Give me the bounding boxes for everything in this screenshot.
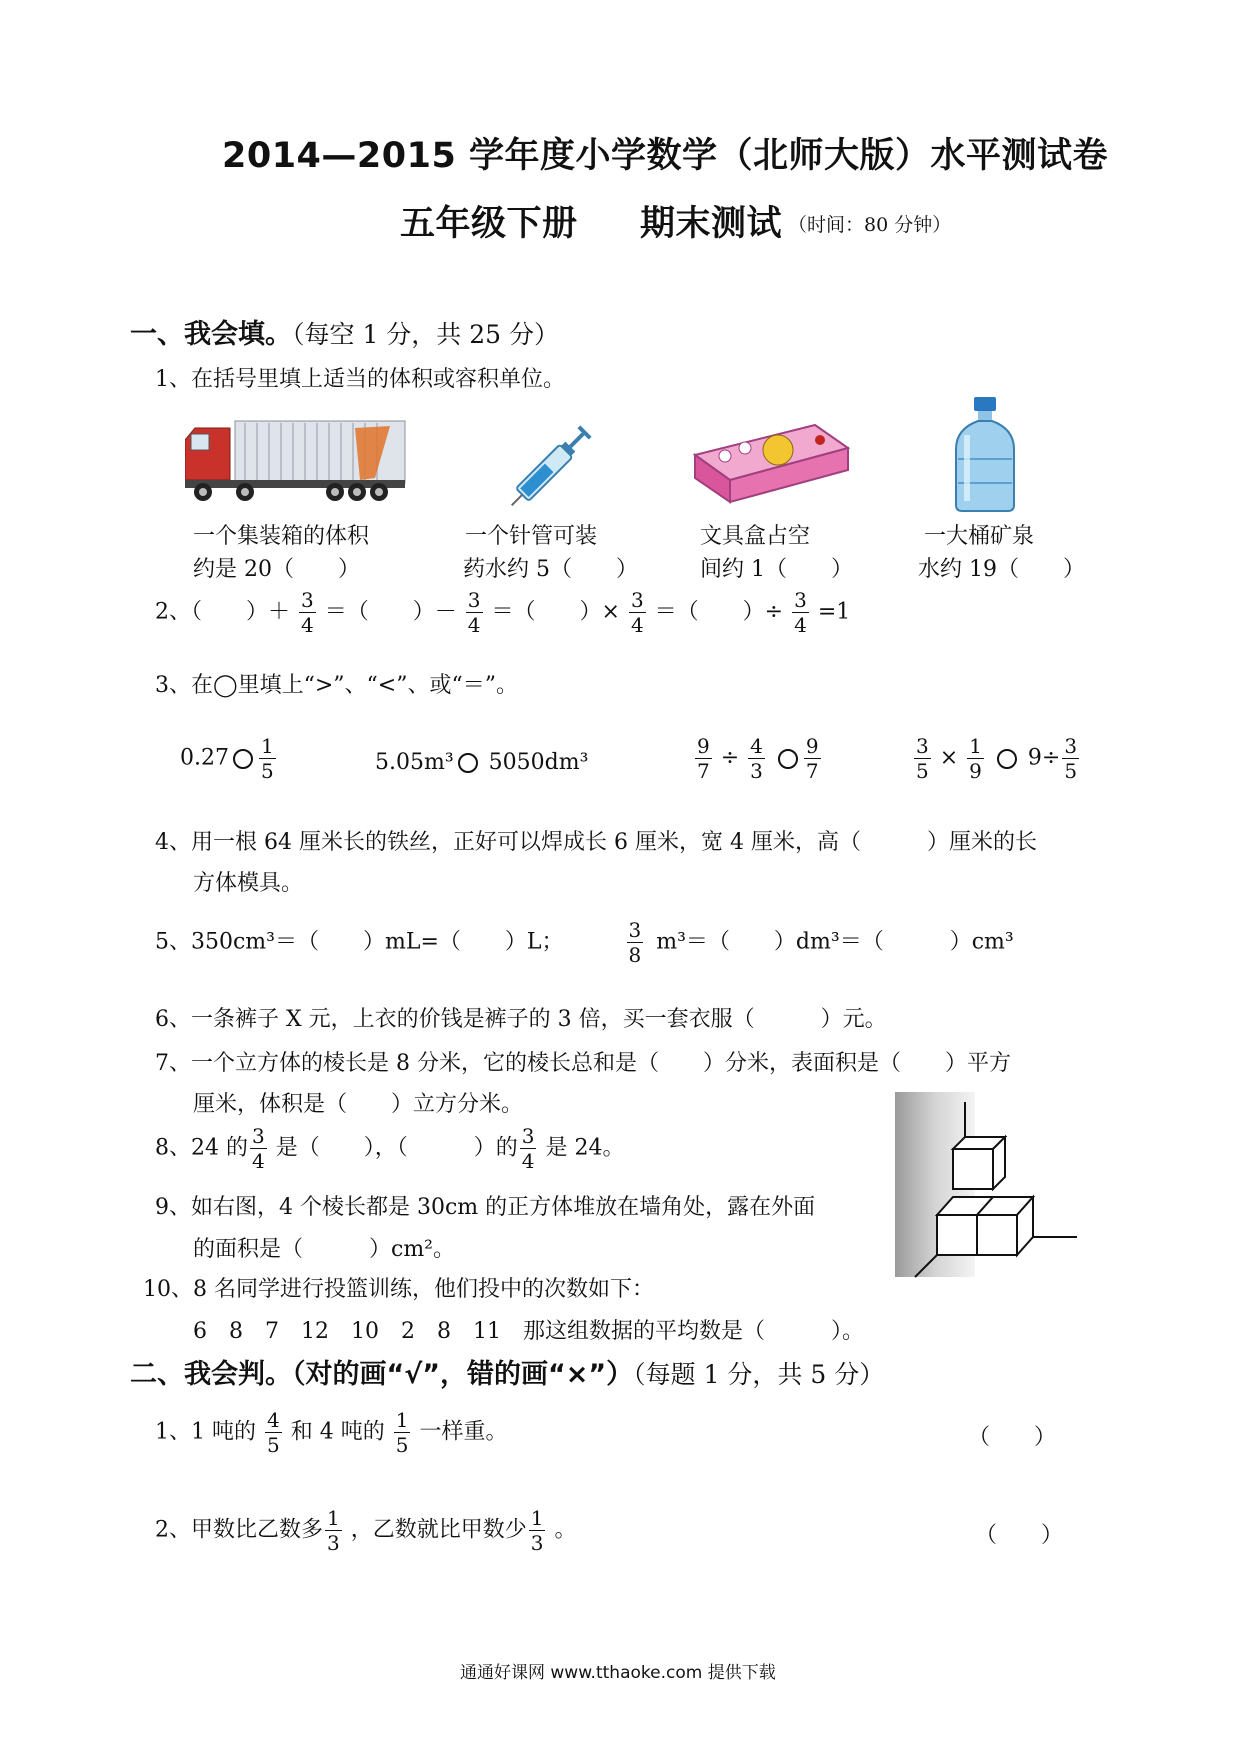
pencil-case-icon: [690, 420, 852, 506]
question-1-4-line-2: 方体模具。: [193, 871, 304, 896]
question-1-3: 3、在◯里填上“>”、“<”、或“＝”。: [155, 673, 518, 698]
footer-source: 通通好课网 www.tthaoke.com 提供下载: [460, 1663, 776, 1683]
question-1-4-line-1: 4、用一根 64 厘米长的铁丝，正好可以焊成长 6 厘米，宽 4 厘米，高（ ）厘米的长: [155, 830, 1037, 855]
q3-compare-d: $\frac{3}{5}$ × $\frac{1}{9}$ 9÷ $\frac{3}{5}$: [916, 734, 1078, 783]
question-1-7-line-2: 厘米，体积是（ ）立方分米。: [193, 1092, 524, 1117]
q3-compare-c: $\frac{9}{7}$ ÷ $\frac{4}{3}$ $\frac{9}{7}$: [697, 734, 819, 783]
container-truck-icon: [185, 418, 407, 506]
question-1-8: 8、24 的 $\frac{3}{4}$ 是（ ），（ ）的 $\frac{3}{4}$ 是 24。: [155, 1124, 625, 1173]
q1-caption-syringe: 一个针管可装 药水约 5（ ）: [463, 524, 638, 582]
question-1-6: 6、一条裤子 X 元，上衣的价钱是裤子的 3 倍，买一套衣服（ ）元。: [155, 1007, 887, 1032]
q1-caption-water-jug: 一大桶矿泉 水约 19（ ）: [918, 524, 1085, 582]
syringe-icon: [505, 418, 600, 513]
judge-bracket-2[interactable]: （ ）: [975, 1523, 1064, 1548]
section-2-heading: 二、我会判。（对的画“√”，错的画“×”）（每题 1 分，共 5 分）: [130, 1359, 885, 1390]
question-2-2: 2、甲数比乙数多 $\frac{1}{3}$ ，乙数就比甲数少 $\frac{1}{3}$ 。: [155, 1506, 577, 1555]
q3-compare-a: 0.27 $\frac{1}{5}$: [180, 734, 274, 783]
judge-bracket-1[interactable]: （ ）: [968, 1425, 1057, 1450]
question-2-1: 1、1 吨的 $\frac{4}{5}$ 和 4 吨的 $\frac{1}{5}$ 一样重。: [155, 1408, 508, 1457]
question-1-7-line-1: 7、一个立方体的棱长是 8 分米，它的棱长总和是（ ）分米，表面积是（ ）平方: [155, 1051, 1011, 1076]
question-1-9-line-2: 的面积是（ ）cm²。: [193, 1237, 456, 1262]
water-jug-icon: [950, 395, 1020, 513]
q3-compare-b: 5.05m³ 5050dm³: [375, 750, 589, 775]
grade-label: 五年级下册: [400, 204, 578, 244]
exam-label: 期末测试: [640, 204, 783, 244]
stacked-cubes-figure: [895, 1092, 1083, 1282]
compare-circle[interactable]: [778, 749, 798, 769]
q1-caption-container: 一个集装箱的体积 约是 20（ ）: [193, 524, 370, 582]
compare-circle[interactable]: [458, 753, 478, 773]
compare-circle[interactable]: [997, 749, 1017, 769]
exam-title: 2014—2015 学年度小学数学（北师大版）水平测试卷: [222, 136, 1109, 176]
question-1-1: 1、在括号里填上适当的体积或容积单位。: [155, 367, 565, 392]
question-1-10-line-2: 6 8 7 12 10 2 8 11 那这组数据的平均数是（ ）。: [193, 1319, 864, 1344]
time-limit: （时间：80 分钟）: [788, 214, 952, 236]
question-1-2: 2、（ ）＋ $\frac{3}{4}$ ＝（ ）－ $\frac{3}{4}$ ＝（ ）× $\frac{3}{4}$ ＝（ ）÷ $\frac{3}{4}$ =1: [155, 588, 851, 637]
question-1-10-line-1: 10、8 名同学进行投篮训练，他们投中的次数如下：: [143, 1277, 654, 1302]
q1-caption-pencil-case: 文具盒占空 间约 1（ ）: [700, 524, 853, 582]
section-1-heading: 一、我会填。（每空 1 分，共 25 分）: [130, 319, 560, 350]
compare-circle[interactable]: [233, 749, 253, 769]
question-1-9-line-1: 9、如右图，4 个棱长都是 30cm 的正方体堆放在墙角处，露在外面: [155, 1195, 816, 1220]
question-1-5: 5、350cm³＝（ ）mL=（ ）L； $\frac{3}{8}$ m³＝（ ）dm³＝（ ）cm³: [155, 918, 1014, 967]
